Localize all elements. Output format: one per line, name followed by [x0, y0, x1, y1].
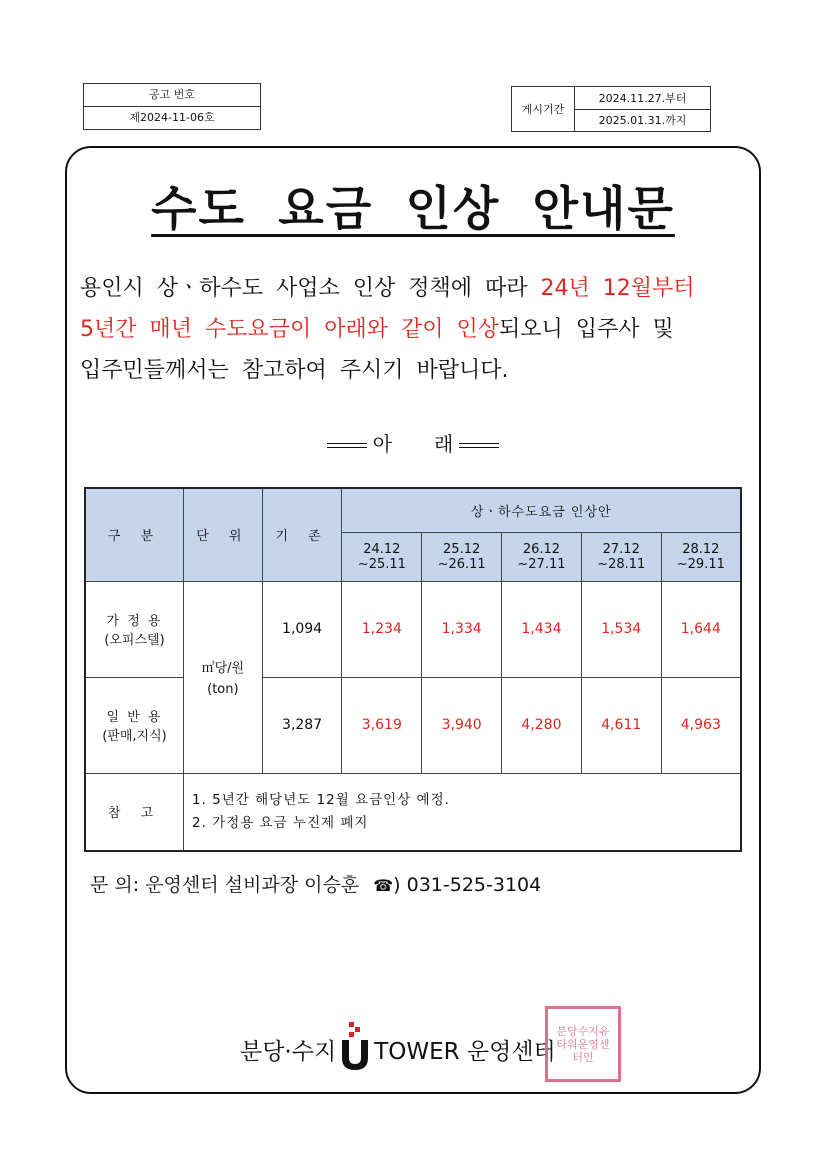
footer-left: 분당·수지 — [240, 1039, 337, 1065]
new-rate: 3,940 — [422, 677, 502, 773]
section-divider: 아 래 — [65, 428, 761, 457]
new-rate: 4,963 — [661, 677, 741, 773]
header-period: 27.12 ~28.11 — [581, 532, 661, 581]
header-increase-plan: 상ㆍ하수도요금 인상안 — [342, 488, 741, 532]
new-rate: 1,644 — [661, 581, 741, 677]
posting-period-box — [511, 86, 711, 132]
table-row — [85, 677, 741, 773]
note-item: 1. 5년간 해당년도 12월 요금인상 예정. — [192, 791, 450, 808]
current-rate: 3,287 — [262, 677, 342, 773]
row-category: 가 정 용 (오피스텔) — [85, 581, 184, 677]
header-period: 28.12 ~29.11 — [661, 532, 741, 581]
unit-cell: ㎥당/원 (ton) — [184, 581, 263, 773]
contact-line — [90, 870, 541, 897]
header-unit: 단 위 — [184, 488, 263, 581]
posting-period-dates — [575, 87, 710, 131]
intro-line-3: 입주민들께서는 참고하여 주시기 바랍니다. — [80, 358, 509, 383]
header-category: 구 분 — [85, 488, 184, 581]
notice-number-box — [83, 83, 261, 130]
intro-highlight-increase: 5년간 매년 수도요금이 아래와 같이 인상 — [80, 317, 499, 342]
double-rule-icon — [459, 443, 499, 448]
intro-highlight-start: 24년 12월부터 — [540, 276, 695, 301]
intro-line-2: 5년간 매년 수도요금이 아래와 같이 인상되오니 입주사 및 — [80, 317, 674, 342]
table-row — [85, 773, 741, 851]
new-rate: 3,619 — [342, 677, 422, 773]
contact-label: 문 의: 운영센터 설비과장 이승훈 — [90, 874, 360, 896]
double-rule-icon — [327, 443, 367, 448]
posting-period-label: 게시기간 — [512, 87, 575, 131]
intro-paragraph — [80, 268, 750, 391]
note-content — [184, 773, 742, 851]
phone-icon: ☎ — [373, 876, 394, 895]
footer-right: TOWER 운영센터 — [374, 1039, 556, 1065]
new-rate: 4,611 — [581, 677, 661, 773]
posting-period-to: 2025.01.31.까지 — [575, 109, 710, 132]
posting-period-from: 2024.11.27.부터 — [598, 91, 687, 105]
new-rate: 1,434 — [502, 581, 582, 677]
utower-logo — [340, 1020, 370, 1070]
table-row — [85, 581, 741, 677]
footer-signature — [240, 1010, 556, 1070]
header-period: 25.12 ~26.11 — [422, 532, 502, 581]
contact-phone: ) 031-525-3104 — [393, 874, 542, 896]
header-current: 기 존 — [262, 488, 342, 581]
note-item: 2. 가정용 요금 누진제 폐지 — [192, 814, 369, 831]
new-rate: 1,534 — [581, 581, 661, 677]
new-rate: 1,334 — [422, 581, 502, 677]
current-rate: 1,094 — [262, 581, 342, 677]
header-period: 26.12 ~27.11 — [502, 532, 582, 581]
new-rate: 1,234 — [342, 581, 422, 677]
official-seal-icon: 분당수지유타워운영센터인 — [545, 1006, 621, 1082]
rate-table — [84, 487, 742, 852]
row-category: 일 반 용 (판매,지식) — [85, 677, 184, 773]
note-label: 참 고 — [85, 773, 184, 851]
notice-number-value: 제2024-11-06호 — [84, 106, 260, 129]
notice-number-label: 공고 번호 — [148, 88, 195, 101]
header-period: 24.12 ~25.11 — [342, 532, 422, 581]
new-rate: 4,280 — [502, 677, 582, 773]
page-title: 수도 요금 인상 안내문 — [151, 182, 675, 237]
intro-line-1: 용인시 상ㆍ하수도 사업소 인상 정책에 따라 24년 12월부터 — [80, 276, 695, 301]
